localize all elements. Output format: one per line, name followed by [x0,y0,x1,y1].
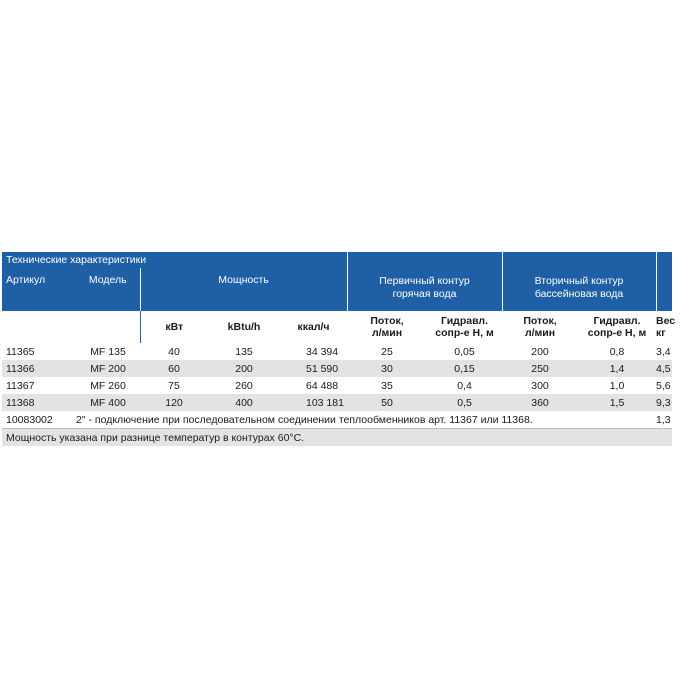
header-primary-line2: горячая вода [392,288,457,300]
cell-article: 11365 [6,345,35,358]
cell-model: MF 200 [76,360,140,377]
cell-kcal: 103 181 [280,394,347,411]
cell-weight: 4,5 [656,360,672,377]
table-title-row [2,252,672,268]
header-model: Модель [76,268,140,311]
cell-hydraulic-primary: 0,15 [427,360,502,377]
cell-hydraulic-secondary: 0,8 [609,345,625,358]
cell-kcal: 64 488 [306,379,339,392]
cell-hydraulic-secondary: 1,4 [578,360,656,377]
cell-flow-primary: 35 [381,379,393,392]
unit-kcal: ккал/ч [297,321,330,333]
cell-weight: 3,4 [656,345,671,358]
power-note: Мощность указана при разнице температур в контурах 60°С. [2,429,672,447]
cell-adapter-description: 2" - подключение при последовательном соединении теплообменников арт. 11367 или 11368. [76,411,656,429]
cell-flow-secondary: 200 [531,345,549,358]
unit-flow-secondary: Поток, л/мин [523,315,557,339]
cell-model: MF 260 [90,379,126,392]
units-row [2,311,672,343]
unit-hydraulic-primary: Гидравл. сопр-е Н, м [435,315,494,339]
header-secondary-circuit [502,268,656,311]
cell-kbtu: 135 [235,345,253,358]
cell-flow-secondary: 300 [531,379,549,392]
cell-article: 11368 [2,394,76,411]
cell-model: MF 400 [76,394,140,411]
cell-model: MF 135 [90,345,126,358]
cell-flow-primary: 50 [347,394,427,411]
unit-weight: Вес кг [656,315,676,339]
header-secondary-line1: Вторичный контур [534,275,624,287]
cell-weight: 5,6 [656,379,671,392]
header-article: Артикул [2,268,76,311]
unit-kw: кВт [140,311,208,343]
note-row [2,429,672,447]
table-row [2,343,672,360]
header-power: Мощность [140,268,347,311]
table-title: Технические характеристики [2,252,347,268]
cell-hydraulic-secondary: 1,0 [609,379,625,392]
cell-article: 11366 [2,360,76,377]
cell-hydraulic-primary: 0,05 [454,345,475,358]
table-row [2,377,672,394]
header-primary-circuit [347,268,502,311]
table-header-row [2,268,672,311]
cell-kw: 75 [168,379,180,392]
cell-adapter-article: 10083002 [2,411,76,429]
cell-kcal: 34 394 [306,345,339,358]
cell-flow-primary: 25 [381,345,393,358]
unit-hydraulic-secondary: Гидравл. сопр-е Н, м [587,315,647,339]
cell-hydraulic-primary: 0,5 [427,394,502,411]
unit-flow-primary: Поток, л/мин [370,315,404,339]
cell-article: 11367 [6,379,35,392]
table-row [2,360,672,377]
unit-kbtu: kBtu/h [227,321,261,333]
cell-kw: 40 [168,345,180,358]
cell-adapter-weight: 1,3 [656,411,672,429]
cell-weight: 9,3 [656,394,672,411]
cell-kbtu: 260 [235,379,253,392]
cell-kbtu: 400 [208,394,280,411]
cell-flow-secondary: 360 [502,394,578,411]
cell-kw: 60 [140,360,208,377]
cell-kbtu: 200 [208,360,280,377]
table-row [2,394,672,411]
spec-table [2,252,676,446]
adapter-row [2,411,672,429]
cell-kcal: 51 590 [280,360,347,377]
cell-kw: 120 [140,394,208,411]
cell-hydraulic-secondary: 1,5 [578,394,656,411]
header-primary-line1: Первичный контур [379,275,470,287]
cell-flow-secondary: 250 [502,360,578,377]
cell-hydraulic-primary: 0,4 [457,379,472,392]
cell-flow-primary: 30 [347,360,427,377]
header-secondary-line2: бассейновая вода [534,288,624,300]
